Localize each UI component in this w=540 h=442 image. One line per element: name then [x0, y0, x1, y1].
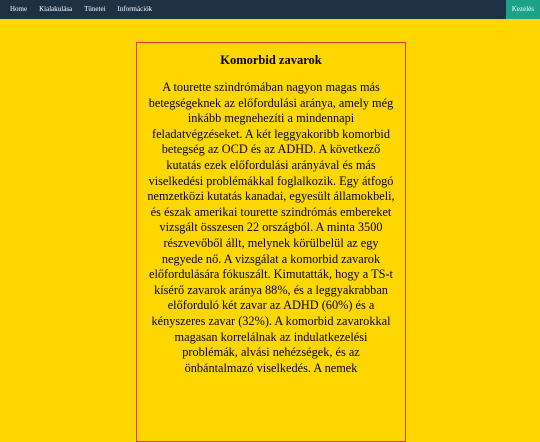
nav-tunetei[interactable]: Tünetei — [84, 5, 106, 13]
top-navbar — [0, 0, 540, 19]
nav-informaciok[interactable]: Információk — [117, 5, 153, 13]
nav-kezeles[interactable]: Kezelés — [506, 0, 540, 19]
nav-home[interactable]: Home — [10, 5, 28, 13]
article-box — [136, 42, 406, 442]
article-title: Komorbid zavarok — [220, 53, 322, 67]
article-body: A tourette szindrómában nagyon magas más betegségeknek az előfordulási aránya, amely még inkább megnehezíti a mindennapi feladatvégzéseket. A két leggyakoribb komorbid betegség az OCD és az ADHD. A következő kutatás ezek előfordulási arányával és más viselkedési problémákkal foglalkozik. Egy átfogó nemzetközi kutatás kanadai, egyesült államokbeli, és észak amerikai tourette szindrómás embereket vizsgált összesen 22 országból. A minta 3500 részvevőből állt, melynek körülbelül az egy negyede nő. A vizsgálat a komorbid zavarok előfordulására fókuszált. Kimutatták, hogy a TS-t kísérő zavarok aránya 88%, és a leggyakrabban előforduló két zavar az ADHD (60%) és a kényszeres zavar (32%). A komorbid zavarokkal magasan korrelálnak az indulatkezelési problémák, alvási nehézségek, és az önbántalmazó viselkedés. A nemek — [147, 80, 395, 375]
nav-kialakulasa[interactable]: Kialakulása — [39, 5, 73, 13]
